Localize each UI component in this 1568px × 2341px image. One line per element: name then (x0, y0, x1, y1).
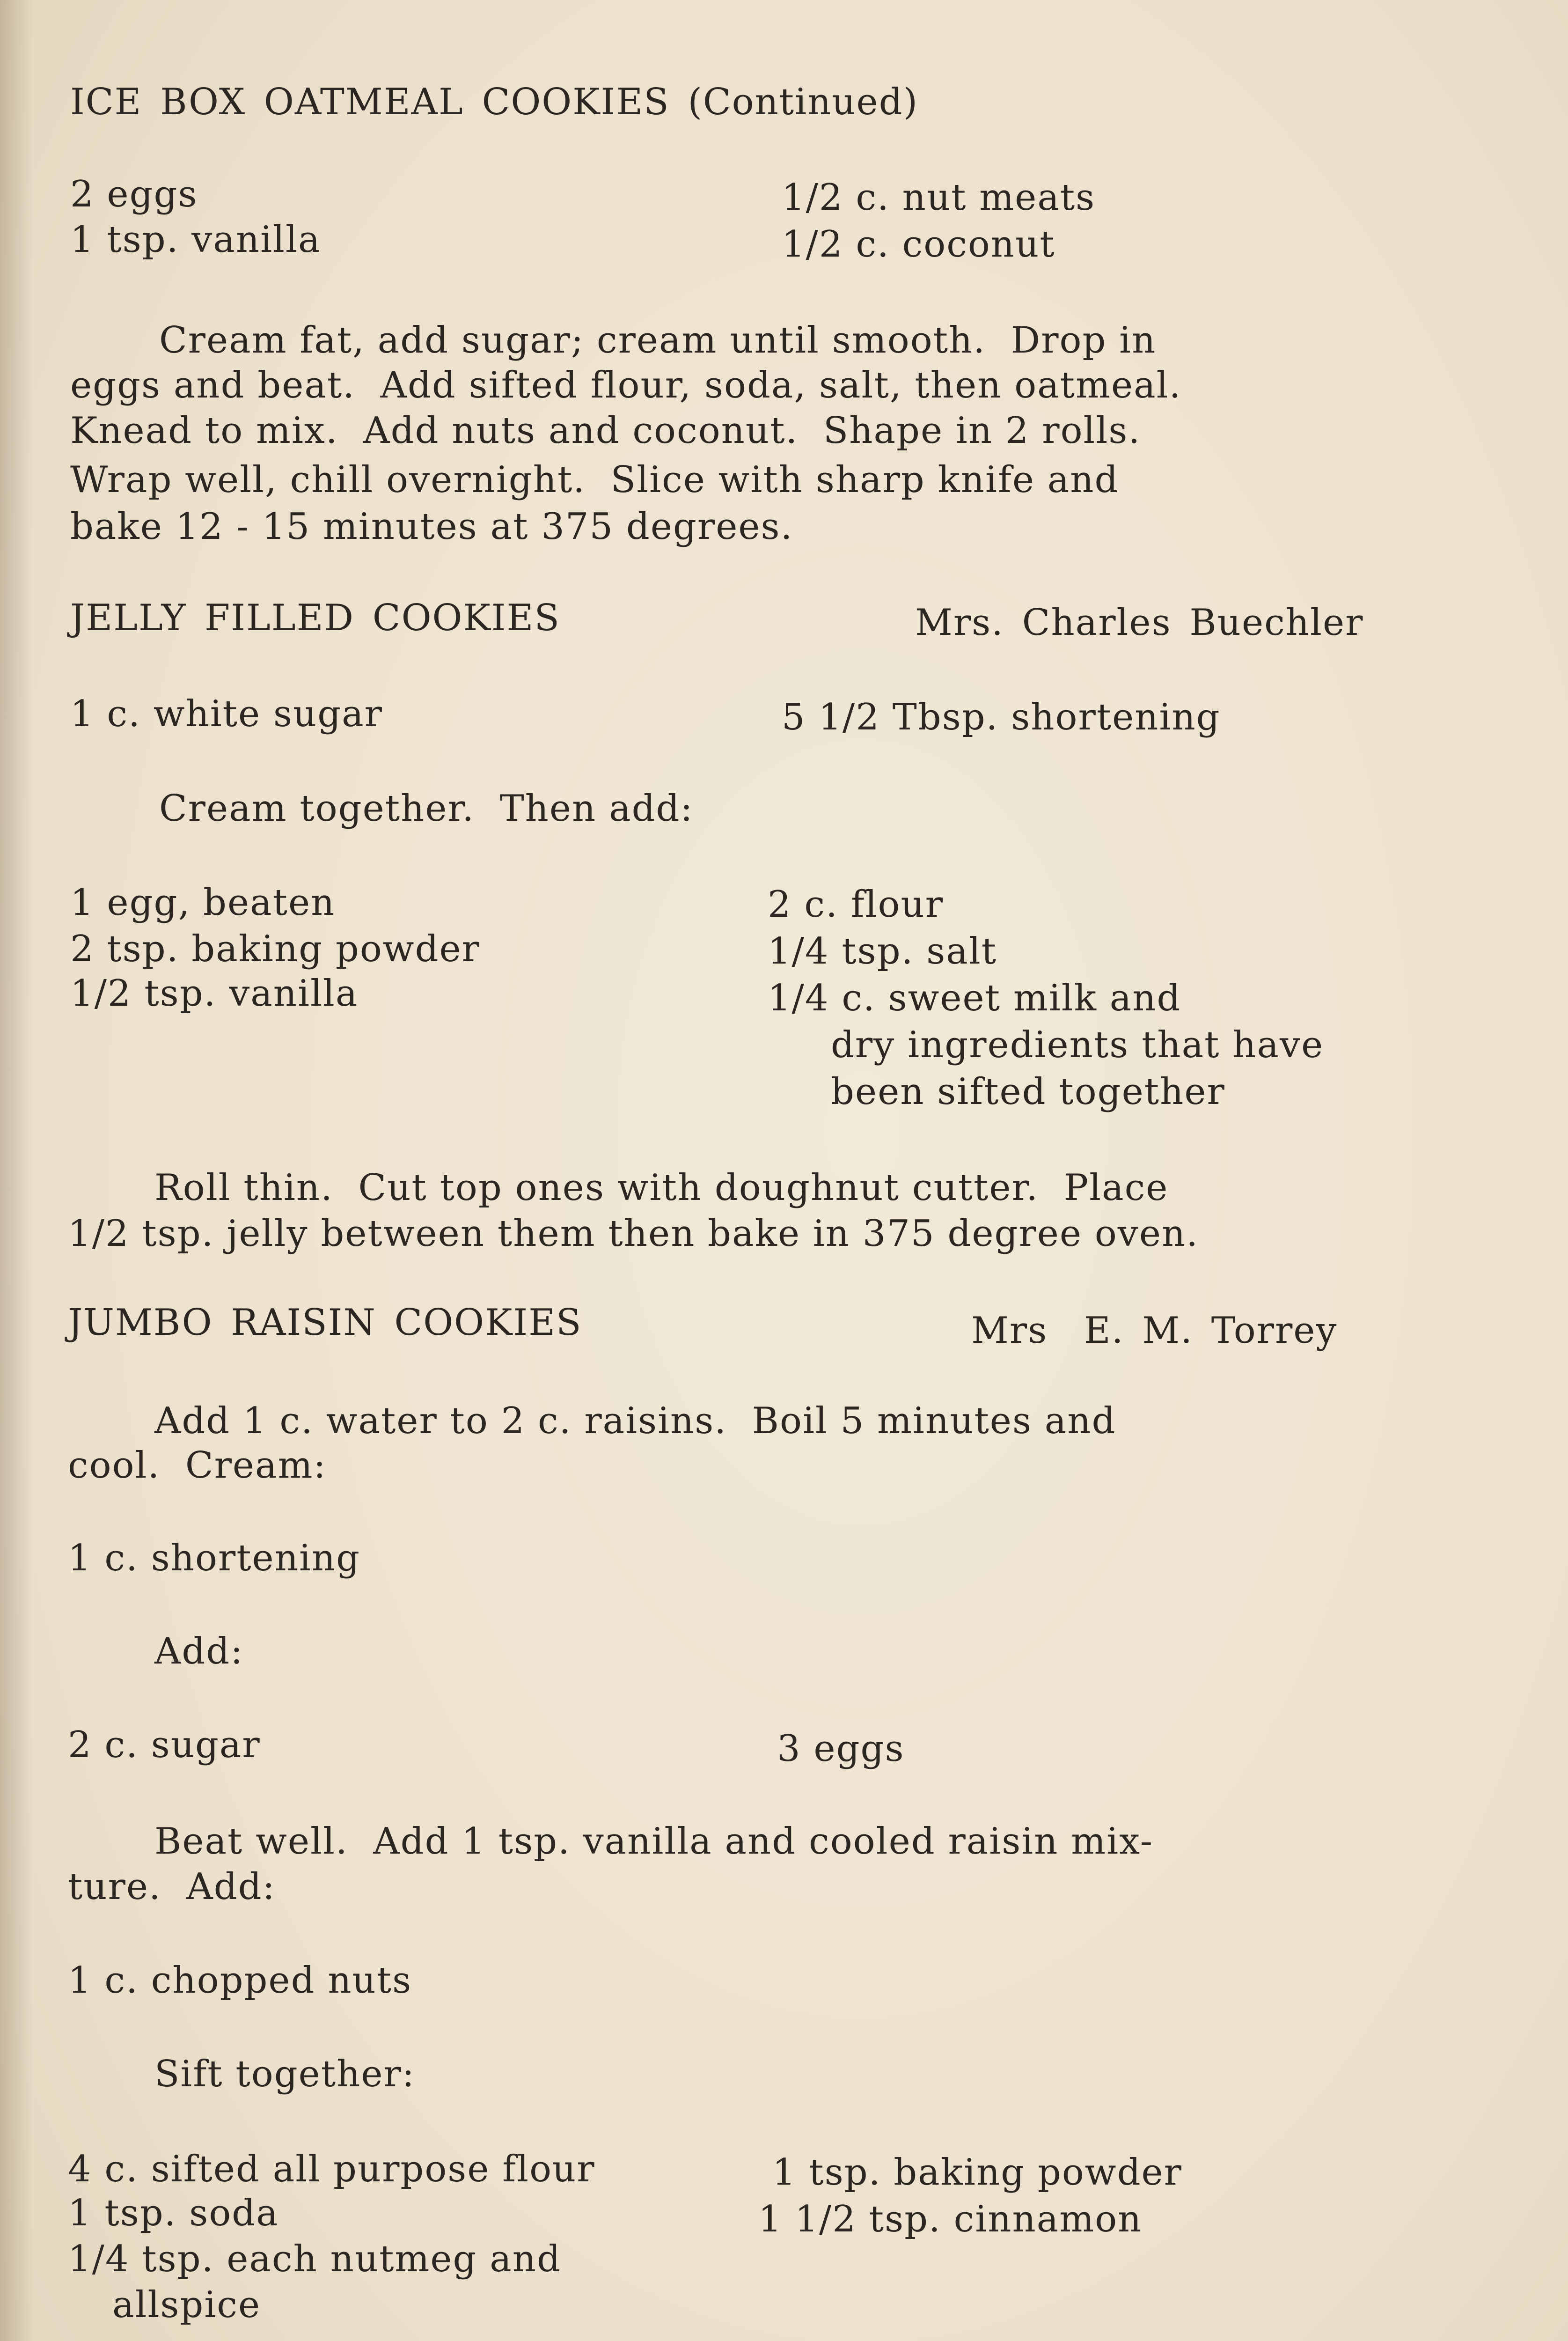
ingredient: 1 c. white sugar (70, 693, 383, 735)
ingredient: 5 1/2 Tbsp. shortening (782, 696, 1221, 738)
ingredient: 1/4 tsp. salt (768, 930, 997, 972)
method-line: eggs and beat. Add sifted flour, soda, salt, then oatmeal. (70, 364, 1182, 406)
method-line: Beat well. Add 1 tsp. vanilla and cooled raisin mix- (154, 1820, 1154, 1862)
ingredient: 1 c. shortening (68, 1537, 361, 1579)
method-line: Knead to mix. Add nuts and coconut. Shape in 2 rolls. (70, 410, 1141, 452)
method-line: Roll thin. Cut top ones with doughnut cutter. Place (154, 1167, 1169, 1209)
ingredient-continued: dry ingredients that have (831, 1024, 1324, 1066)
ingredient: 1 1/2 tsp. cinnamon (758, 2198, 1143, 2240)
ingredient: 1 tsp. vanilla (70, 219, 321, 261)
method-line: 1/2 tsp. jelly between them then bake in 375 degree oven. (68, 1213, 1199, 1255)
ingredient-continued: been sifted together (831, 1071, 1225, 1113)
binding-shadow (0, 0, 33, 2341)
recipe-title-jumbo: JUMBO RAISIN COOKIES (68, 1302, 582, 1344)
method-line: Cream together. Then add: (159, 788, 694, 830)
ingredient: 1 egg, beaten (70, 882, 336, 924)
ingredient: 2 eggs (70, 173, 198, 215)
recipe-author: Mrs E. M. Torrey (971, 1310, 1338, 1352)
ingredient: 1 tsp. soda (68, 2192, 279, 2234)
ingredient: 2 tsp. baking powder (70, 928, 480, 970)
recipe-title-ice-box: ICE BOX OATMEAL COOKIES (Continued) (70, 81, 919, 123)
ingredient: 1 c. chopped nuts (68, 1959, 412, 2002)
method-line: Cream fat, add sugar; cream until smooth. Drop in (159, 319, 1157, 361)
ingredient: 2 c. flour (768, 883, 944, 926)
recipe-author: Mrs. Charles Buechler (915, 602, 1364, 644)
ingredient-continued: allspice (112, 2284, 261, 2326)
ingredient: 3 eggs (777, 1728, 905, 1770)
method-line: Wrap well, chill overnight. Slice with sharp knife and (70, 459, 1119, 501)
ingredient: 4 c. sifted all purpose flour (68, 2148, 595, 2190)
ingredient: 1/4 tsp. each nutmeg and (68, 2238, 561, 2280)
ingredient: 1/4 c. sweet milk and (768, 977, 1181, 1019)
method-line: Add: (154, 1630, 244, 1672)
ingredient: 1/2 c. coconut (782, 223, 1055, 265)
recipe-title-jelly: JELLY FILLED COOKIES (70, 597, 560, 639)
ingredient: 2 c. sugar (68, 1724, 261, 1766)
ingredient: 1/2 tsp. vanilla (70, 972, 359, 1015)
ingredient: 1/2 c. nut meats (782, 177, 1096, 219)
method-line: Sift together: (154, 2053, 416, 2095)
method-line: cool. Cream: (68, 1444, 327, 1487)
method-line: ture. Add: (68, 1866, 276, 1908)
method-line: bake 12 - 15 minutes at 375 degrees. (70, 506, 793, 548)
ingredient: 1 tsp. baking powder (772, 2151, 1182, 2194)
method-line: Add 1 c. water to 2 c. raisins. Boil 5 minutes and (154, 1400, 1116, 1442)
